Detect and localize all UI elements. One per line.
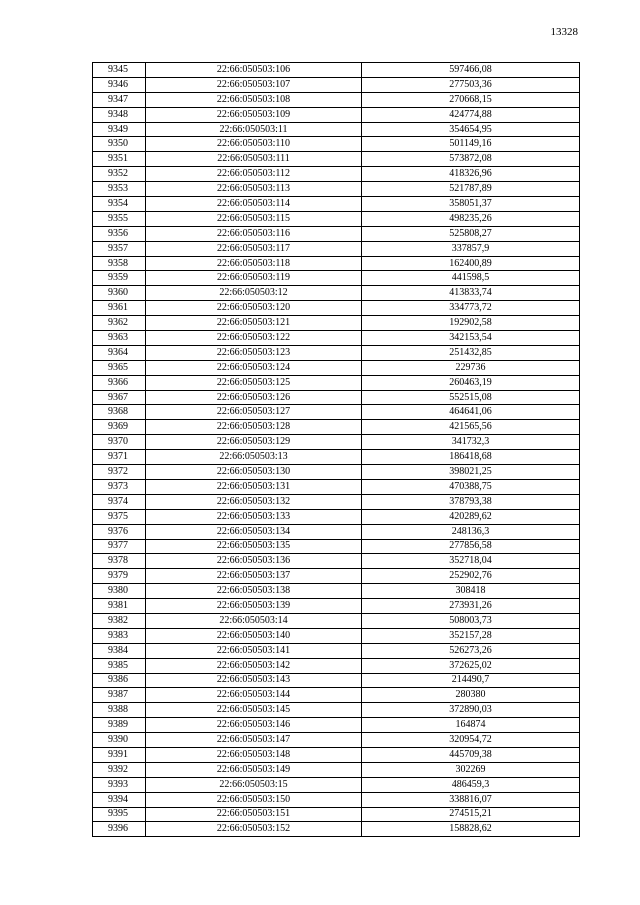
- cadastral-number-cell: 22:66:050503:112: [146, 167, 362, 182]
- cadastral-number-cell: 22:66:050503:123: [146, 345, 362, 360]
- row-number-cell: 9391: [93, 747, 146, 762]
- cadastral-value-cell: 260463,19: [362, 375, 580, 390]
- row-number-cell: 9347: [93, 92, 146, 107]
- table-row: [93, 375, 580, 390]
- table-row: [93, 688, 580, 703]
- table-row: [93, 747, 580, 762]
- cadastral-number-cell: 22:66:050503:116: [146, 226, 362, 241]
- table-row: [93, 792, 580, 807]
- row-number-cell: 9345: [93, 63, 146, 78]
- table-row: [93, 718, 580, 733]
- row-number-cell: 9352: [93, 167, 146, 182]
- cadastral-number-cell: 22:66:050503:111: [146, 152, 362, 167]
- cadastral-value-cell: 252902,76: [362, 569, 580, 584]
- row-number-cell: 9351: [93, 152, 146, 167]
- row-number-cell: 9365: [93, 360, 146, 375]
- cadastral-number-cell: 22:66:050503:113: [146, 182, 362, 197]
- cadastral-value-cell: 341732,3: [362, 435, 580, 450]
- cadastral-value-cell: 277503,36: [362, 77, 580, 92]
- cadastral-value-cell: 158828,62: [362, 822, 580, 837]
- cadastral-value-table: [92, 62, 580, 837]
- cadastral-number-cell: 22:66:050503:128: [146, 420, 362, 435]
- row-number-cell: 9390: [93, 733, 146, 748]
- table-row: [93, 450, 580, 465]
- table-row: [93, 301, 580, 316]
- row-number-cell: 9361: [93, 301, 146, 316]
- cadastral-value-cell: 352718,04: [362, 554, 580, 569]
- cadastral-number-cell: 22:66:050503:152: [146, 822, 362, 837]
- cadastral-value-cell: 334773,72: [362, 301, 580, 316]
- cadastral-number-cell: 22:66:050503:134: [146, 524, 362, 539]
- cadastral-value-cell: 251432,85: [362, 345, 580, 360]
- cadastral-number-cell: 22:66:050503:133: [146, 509, 362, 524]
- cadastral-number-cell: 22:66:050503:149: [146, 762, 362, 777]
- table-row: [93, 241, 580, 256]
- row-number-cell: 9394: [93, 792, 146, 807]
- cadastral-value-cell: 354654,95: [362, 122, 580, 137]
- cadastral-number-cell: 22:66:050503:125: [146, 375, 362, 390]
- cadastral-number-cell: 22:66:050503:12: [146, 286, 362, 301]
- table-row: [93, 77, 580, 92]
- cadastral-number-cell: 22:66:050503:143: [146, 673, 362, 688]
- cadastral-value-cell: 424774,88: [362, 107, 580, 122]
- row-number-cell: 9383: [93, 628, 146, 643]
- row-number-cell: 9374: [93, 494, 146, 509]
- row-number-cell: 9368: [93, 405, 146, 420]
- row-number-cell: 9360: [93, 286, 146, 301]
- row-number-cell: 9371: [93, 450, 146, 465]
- cadastral-value-cell: 597466,08: [362, 63, 580, 78]
- cadastral-value-cell: 186418,68: [362, 450, 580, 465]
- cadastral-number-cell: 22:66:050503:122: [146, 331, 362, 346]
- cadastral-value-cell: 372890,03: [362, 703, 580, 718]
- cadastral-value-cell: 398021,25: [362, 465, 580, 480]
- row-number-cell: 9348: [93, 107, 146, 122]
- table-row: [93, 286, 580, 301]
- table-row: [93, 554, 580, 569]
- row-number-cell: 9346: [93, 77, 146, 92]
- table-row: [93, 345, 580, 360]
- row-number-cell: 9382: [93, 613, 146, 628]
- cadastral-value-cell: 229736: [362, 360, 580, 375]
- cadastral-number-cell: 22:66:050503:121: [146, 316, 362, 331]
- cadastral-number-cell: 22:66:050503:120: [146, 301, 362, 316]
- cadastral-value-cell: 274515,21: [362, 807, 580, 822]
- row-number-cell: 9350: [93, 137, 146, 152]
- row-number-cell: 9349: [93, 122, 146, 137]
- table-row: [93, 107, 580, 122]
- cadastral-number-cell: 22:66:050503:127: [146, 405, 362, 420]
- row-number-cell: 9359: [93, 271, 146, 286]
- table-row: [93, 807, 580, 822]
- table-row: [93, 613, 580, 628]
- cadastral-value-cell: 337857,9: [362, 241, 580, 256]
- table-row: [93, 152, 580, 167]
- table-row: [93, 703, 580, 718]
- row-number-cell: 9355: [93, 211, 146, 226]
- cadastral-value-cell: 486459,3: [362, 777, 580, 792]
- row-number-cell: 9372: [93, 465, 146, 480]
- cadastral-value-cell: 214490,7: [362, 673, 580, 688]
- cadastral-number-cell: 22:66:050503:141: [146, 643, 362, 658]
- row-number-cell: 9367: [93, 390, 146, 405]
- table-row: [93, 331, 580, 346]
- cadastral-value-cell: 192902,58: [362, 316, 580, 331]
- table-row: [93, 599, 580, 614]
- table-row: [93, 494, 580, 509]
- cadastral-value-cell: 308418: [362, 584, 580, 599]
- table-row: [93, 673, 580, 688]
- row-number-cell: 9378: [93, 554, 146, 569]
- cadastral-number-cell: 22:66:050503:108: [146, 92, 362, 107]
- cadastral-number-cell: 22:66:050503:142: [146, 658, 362, 673]
- cadastral-number-cell: 22:66:050503:115: [146, 211, 362, 226]
- table-row: [93, 524, 580, 539]
- cadastral-value-cell: 464641,06: [362, 405, 580, 420]
- cadastral-number-cell: 22:66:050503:106: [146, 63, 362, 78]
- row-number-cell: 9393: [93, 777, 146, 792]
- cadastral-value-cell: 525808,27: [362, 226, 580, 241]
- table-row: [93, 733, 580, 748]
- cadastral-value-cell: 338816,07: [362, 792, 580, 807]
- table-row: [93, 420, 580, 435]
- table-row: [93, 465, 580, 480]
- table-row: [93, 167, 580, 182]
- table-row: [93, 628, 580, 643]
- table-row: [93, 569, 580, 584]
- cadastral-value-cell: 273931,26: [362, 599, 580, 614]
- cadastral-number-cell: 22:66:050503:14: [146, 613, 362, 628]
- cadastral-number-cell: 22:66:050503:118: [146, 256, 362, 271]
- cadastral-number-cell: 22:66:050503:135: [146, 539, 362, 554]
- cadastral-number-cell: 22:66:050503:150: [146, 792, 362, 807]
- page-number: 13328: [550, 26, 578, 38]
- row-number-cell: 9358: [93, 256, 146, 271]
- row-number-cell: 9363: [93, 331, 146, 346]
- table-row: [93, 762, 580, 777]
- table-row: [93, 435, 580, 450]
- cadastral-number-cell: 22:66:050503:131: [146, 479, 362, 494]
- cadastral-value-cell: 372625,02: [362, 658, 580, 673]
- cadastral-value-cell: 573872,08: [362, 152, 580, 167]
- cadastral-number-cell: 22:66:050503:145: [146, 703, 362, 718]
- cadastral-number-cell: 22:66:050503:139: [146, 599, 362, 614]
- row-number-cell: 9353: [93, 182, 146, 197]
- cadastral-value-cell: 498235,26: [362, 211, 580, 226]
- cadastral-number-cell: 22:66:050503:148: [146, 747, 362, 762]
- cadastral-value-cell: 501149,16: [362, 137, 580, 152]
- cadastral-value-cell: 320954,72: [362, 733, 580, 748]
- cadastral-value-cell: 441598,5: [362, 271, 580, 286]
- table-row: [93, 211, 580, 226]
- cadastral-number-cell: 22:66:050503:11: [146, 122, 362, 137]
- row-number-cell: 9389: [93, 718, 146, 733]
- row-number-cell: 9362: [93, 316, 146, 331]
- table-row: [93, 271, 580, 286]
- table-row: [93, 822, 580, 837]
- table-row: [93, 643, 580, 658]
- row-number-cell: 9375: [93, 509, 146, 524]
- table-row: [93, 479, 580, 494]
- table-body: [93, 63, 580, 837]
- cadastral-number-cell: 22:66:050503:130: [146, 465, 362, 480]
- cadastral-number-cell: 22:66:050503:117: [146, 241, 362, 256]
- cadastral-value-cell: 508003,73: [362, 613, 580, 628]
- row-number-cell: 9387: [93, 688, 146, 703]
- table-row: [93, 256, 580, 271]
- table-row: [93, 226, 580, 241]
- table-row: [93, 92, 580, 107]
- cadastral-number-cell: 22:66:050503:137: [146, 569, 362, 584]
- row-number-cell: 9369: [93, 420, 146, 435]
- table-row: [93, 137, 580, 152]
- row-number-cell: 9364: [93, 345, 146, 360]
- cadastral-value-cell: 413833,74: [362, 286, 580, 301]
- row-number-cell: 9354: [93, 197, 146, 212]
- table-row: [93, 360, 580, 375]
- row-number-cell: 9396: [93, 822, 146, 837]
- cadastral-value-cell: 248136,3: [362, 524, 580, 539]
- cadastral-number-cell: 22:66:050503:124: [146, 360, 362, 375]
- table-row: [93, 405, 580, 420]
- table-row: [93, 390, 580, 405]
- cadastral-value-cell: 445709,38: [362, 747, 580, 762]
- cadastral-number-cell: 22:66:050503:146: [146, 718, 362, 733]
- cadastral-number-cell: 22:66:050503:136: [146, 554, 362, 569]
- table-row: [93, 509, 580, 524]
- cadastral-number-cell: 22:66:050503:15: [146, 777, 362, 792]
- cadastral-value-cell: 358051,37: [362, 197, 580, 212]
- table-row: [93, 316, 580, 331]
- row-number-cell: 9370: [93, 435, 146, 450]
- cadastral-value-cell: 342153,54: [362, 331, 580, 346]
- table-row: [93, 658, 580, 673]
- cadastral-value-cell: 420289,62: [362, 509, 580, 524]
- row-number-cell: 9388: [93, 703, 146, 718]
- cadastral-number-cell: 22:66:050503:110: [146, 137, 362, 152]
- cadastral-number-cell: 22:66:050503:129: [146, 435, 362, 450]
- cadastral-value-cell: 352157,28: [362, 628, 580, 643]
- row-number-cell: 9384: [93, 643, 146, 658]
- row-number-cell: 9366: [93, 375, 146, 390]
- cadastral-number-cell: 22:66:050503:151: [146, 807, 362, 822]
- table-row: [93, 777, 580, 792]
- table-row: [93, 63, 580, 78]
- cadastral-number-cell: 22:66:050503:140: [146, 628, 362, 643]
- table-row: [93, 182, 580, 197]
- table-row: [93, 197, 580, 212]
- cadastral-number-cell: 22:66:050503:144: [146, 688, 362, 703]
- cadastral-value-cell: 470388,75: [362, 479, 580, 494]
- row-number-cell: 9379: [93, 569, 146, 584]
- row-number-cell: 9392: [93, 762, 146, 777]
- cadastral-value-cell: 521787,89: [362, 182, 580, 197]
- cadastral-number-cell: 22:66:050503:107: [146, 77, 362, 92]
- cadastral-value-cell: 552515,08: [362, 390, 580, 405]
- row-number-cell: 9380: [93, 584, 146, 599]
- row-number-cell: 9373: [93, 479, 146, 494]
- row-number-cell: 9356: [93, 226, 146, 241]
- cadastral-number-cell: 22:66:050503:13: [146, 450, 362, 465]
- cadastral-number-cell: 22:66:050503:138: [146, 584, 362, 599]
- cadastral-value-cell: 378793,38: [362, 494, 580, 509]
- cadastral-number-cell: 22:66:050503:126: [146, 390, 362, 405]
- cadastral-value-cell: 418326,96: [362, 167, 580, 182]
- cadastral-number-cell: 22:66:050503:147: [146, 733, 362, 748]
- cadastral-value-cell: 421565,56: [362, 420, 580, 435]
- cadastral-value-cell: 280380: [362, 688, 580, 703]
- cadastral-number-cell: 22:66:050503:114: [146, 197, 362, 212]
- row-number-cell: 9381: [93, 599, 146, 614]
- row-number-cell: 9376: [93, 524, 146, 539]
- cadastral-value-cell: 164874: [362, 718, 580, 733]
- row-number-cell: 9357: [93, 241, 146, 256]
- cadastral-number-cell: 22:66:050503:119: [146, 271, 362, 286]
- cadastral-number-cell: 22:66:050503:132: [146, 494, 362, 509]
- cadastral-value-cell: 526273,26: [362, 643, 580, 658]
- cadastral-number-cell: 22:66:050503:109: [146, 107, 362, 122]
- row-number-cell: 9386: [93, 673, 146, 688]
- cadastral-value-cell: 302269: [362, 762, 580, 777]
- row-number-cell: 9377: [93, 539, 146, 554]
- cadastral-value-cell: 270668,15: [362, 92, 580, 107]
- row-number-cell: 9385: [93, 658, 146, 673]
- table-row: [93, 584, 580, 599]
- cadastral-value-cell: 162400,89: [362, 256, 580, 271]
- table-row: [93, 122, 580, 137]
- row-number-cell: 9395: [93, 807, 146, 822]
- table-row: [93, 539, 580, 554]
- cadastral-value-cell: 277856,58: [362, 539, 580, 554]
